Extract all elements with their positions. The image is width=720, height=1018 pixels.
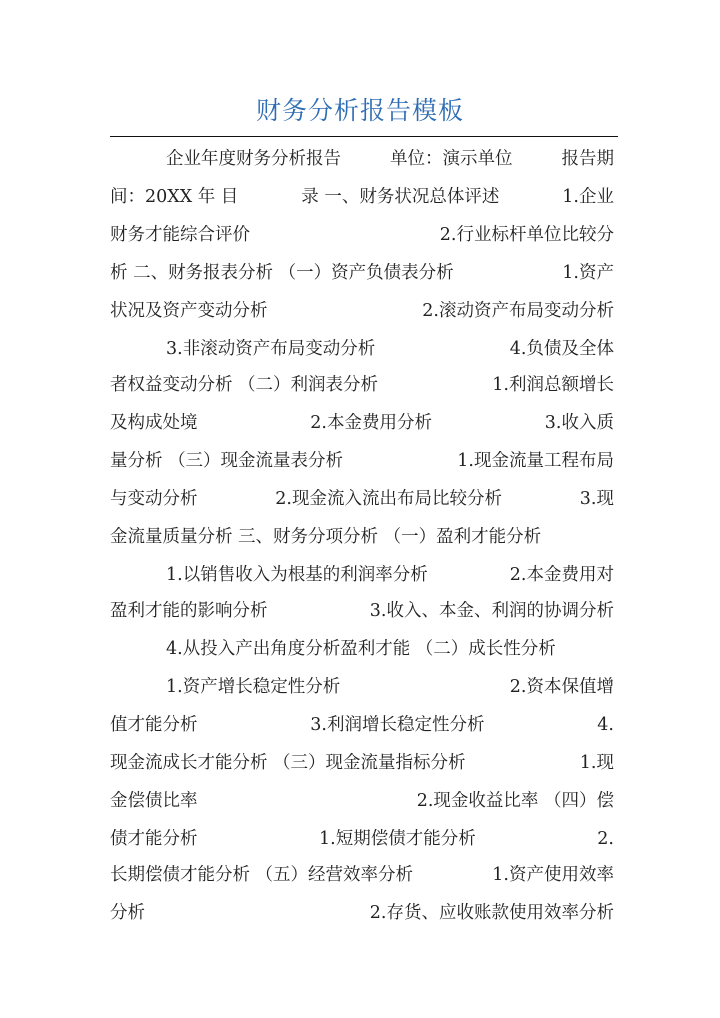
text-segment: 2. <box>597 829 614 849</box>
text-segment: 4. <box>597 715 614 735</box>
text-segment: 间：20XX 年 目 <box>110 187 239 207</box>
text-line <box>110 856 614 894</box>
text-line <box>110 442 614 480</box>
text-segment: 2.资本保值增 <box>509 677 614 697</box>
text-segment: 1.短期偿债才能分析 <box>319 829 476 849</box>
text-line <box>110 820 614 858</box>
text-segment: 长期偿债才能分析 （五）经营效率分析 <box>110 865 414 885</box>
text-line <box>110 706 614 744</box>
text-segment: 债才能分析 <box>110 829 198 849</box>
text-line <box>110 556 614 594</box>
text-line <box>110 292 614 330</box>
text-segment: 者权益变动分析 （二）利润表分析 <box>110 375 379 395</box>
text-line <box>110 330 614 368</box>
text-segment: 1.利润总额增长 <box>492 375 614 395</box>
text-segment: 1.现 <box>579 753 614 773</box>
text-line <box>110 630 614 668</box>
text-segment: 盈利才能的影响分析 <box>110 601 268 621</box>
text-line <box>110 216 614 254</box>
text-segment: 金偿债比率 <box>110 791 198 811</box>
text-segment: 企业年度财务分析报告 <box>166 149 341 169</box>
text-segment: 2.本金费用对 <box>509 565 614 585</box>
text-segment: 值才能分析 <box>110 715 198 735</box>
text-segment: 1.企业 <box>562 187 614 207</box>
page-title: 财务分析报告模板 <box>255 96 464 125</box>
text-segment: 及构成处境 <box>110 413 198 433</box>
text-line <box>110 518 614 556</box>
text-segment: 2.现金流入流出布局比较分析 <box>275 489 502 509</box>
text-line <box>110 404 614 442</box>
text-segment: 1.资产增长稳定性分析 <box>166 677 341 697</box>
text-segment: 析 二、财务报表分析 （一）资产负债表分析 <box>110 263 454 283</box>
text-segment: 3.现 <box>579 489 614 509</box>
text-segment: 3.非滚动资产布局变动分析 <box>166 339 376 359</box>
text-segment: 单位：演示单位 <box>390 149 513 169</box>
title-divider <box>110 136 618 137</box>
text-segment: 与变动分析 <box>110 489 198 509</box>
text-segment: 财务才能综合评价 <box>110 225 250 245</box>
text-segment: 3.收入质 <box>544 413 614 433</box>
text-segment: 2.现金收益比率 （四）偿 <box>416 791 614 811</box>
text-segment: 2.滚动资产布局变动分析 <box>422 301 614 321</box>
text-line <box>110 366 614 404</box>
text-segment: 4.从投入产出角度分析盈利才能 （二）成长性分析 <box>166 639 556 659</box>
text-segment: 1.现金流量工程布局 <box>457 451 614 471</box>
text-line <box>110 254 614 292</box>
text-line <box>110 178 614 216</box>
text-line <box>110 480 614 518</box>
text-segment: 2.行业标杆单位比较分 <box>439 225 614 245</box>
text-line <box>110 668 614 706</box>
text-segment: 3.利润增长稳定性分析 <box>310 715 485 735</box>
text-segment: 3.收入、本金、利润的协调分析 <box>369 601 614 621</box>
text-segment: 状况及资产变动分析 <box>110 301 268 321</box>
text-segment: 分析 <box>110 903 145 923</box>
text-segment: 报告期 <box>561 149 614 169</box>
text-segment: 2.存货、应收账款使用效率分析 <box>369 903 614 923</box>
text-segment: 录 一、财务状况总体评述 <box>301 187 500 207</box>
text-segment: 量分析 （三）现金流量表分析 <box>110 451 344 471</box>
text-line <box>110 894 614 932</box>
text-line <box>110 140 614 178</box>
text-segment: 1.以销售收入为根基的利润率分析 <box>166 565 428 585</box>
text-segment: 现金流成长才能分析 （三）现金流量指标分析 <box>110 753 466 773</box>
text-segment: 金流量质量分析 三、财务分项分析 （一）盈利才能分析 <box>110 527 542 547</box>
text-segment: 1.资产使用效率 <box>492 865 614 885</box>
text-line <box>110 592 614 630</box>
text-line <box>110 744 614 782</box>
text-segment: 4.负债及全体 <box>509 339 614 359</box>
text-line <box>110 782 614 820</box>
text-segment: 1.资产 <box>562 263 614 283</box>
text-segment: 2.本金费用分析 <box>310 413 432 433</box>
